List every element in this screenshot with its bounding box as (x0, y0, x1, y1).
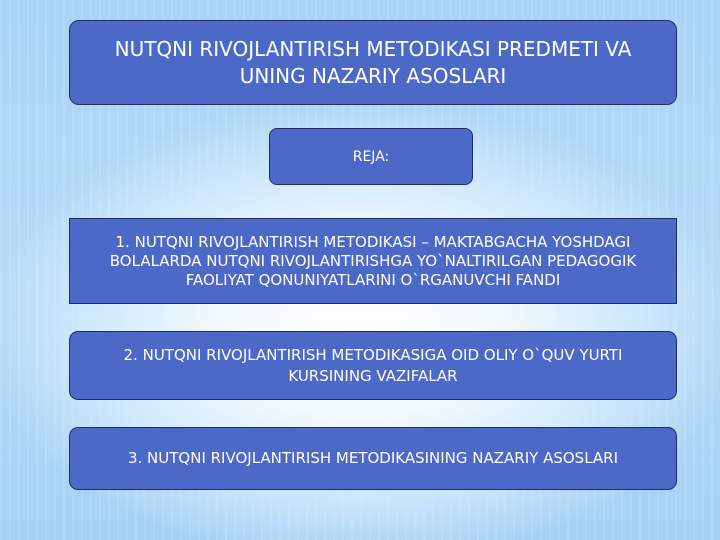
plan-item-2 (69, 331, 677, 400)
plan-item-1-text: 1. NUTQNI RIVOJLANTIRISH METODIKASI – MAKTABGACHA YOSHDAGI BOLALARDA NUTQNI RIVOJLANTIRISHGA YO`NALTIRILGAN PEDAGOGIK FAOLIYAT QONUNIYATLARINI O`RGANUVCHI FANDI (109, 232, 637, 289)
slide-title (69, 20, 677, 105)
plan-label-box (269, 128, 473, 185)
slide-title-text: NUTQNI RIVOJLANTIRISH METODIKASI PREDMETI VA UNING NAZARIY ASOSLARI (114, 36, 632, 88)
plan-item-3-text: 3. NUTQNI RIVOJLANTIRISH METODIKASINING NAZARIY ASOSLARI (127, 449, 619, 467)
plan-item-1 (69, 218, 677, 304)
plan-item-2-text: 2. NUTQNI RIVOJLANTIRISH METODIKASIGA OID OLIY O`QUV YURTI KURSINING VAZIFALAR (123, 345, 623, 385)
plan-item-3 (69, 427, 677, 490)
plan-label: REJA: (352, 148, 390, 165)
